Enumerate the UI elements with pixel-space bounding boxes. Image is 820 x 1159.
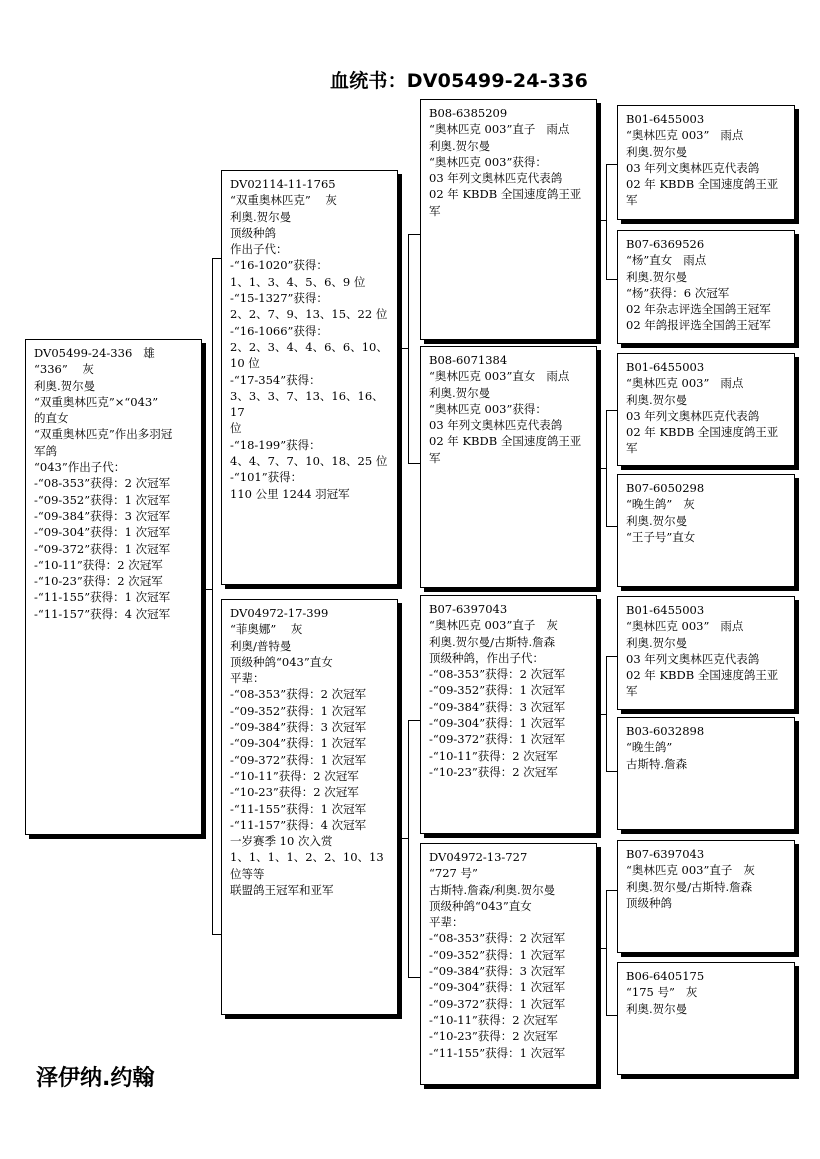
card-text-line: 03 年列文奥林匹克代表鸽 — [429, 418, 563, 433]
card-text-line: -“08-353”获得：2 次冠军 — [429, 931, 566, 946]
card-text-line: B01-6455003 — [626, 112, 705, 126]
card-text-line: DV02114-11-1765 — [230, 177, 336, 191]
card-text-line: 位等等 — [230, 866, 265, 881]
card-text-line: “奥林匹克 003”直子 灰 — [626, 863, 755, 878]
card-text-line: B08-6385209 — [429, 106, 508, 120]
card-text-line: -“10-11”获得：2 次冠军 — [429, 748, 558, 763]
card-text-line: 利奥.贺尔曼 — [429, 138, 491, 153]
connector — [597, 714, 607, 715]
card-text-line: 1、1、1、1、2、2、10、13 — [230, 850, 384, 865]
card-text-line: “杨”直女 雨点 — [626, 253, 707, 268]
card-text-line: 平辈： — [429, 915, 464, 930]
connector — [606, 656, 617, 657]
card-text-line: “727 号” — [429, 866, 478, 881]
card-text-line: “奥林匹克 003” 雨点 — [626, 619, 744, 634]
card-text-line: “175 号” 灰 — [626, 985, 698, 1000]
card-text-line: 03 年列文奥林匹克代表鸽 — [626, 408, 760, 423]
card-text-line: -“09-352”获得：1 次冠军 — [429, 947, 566, 962]
card-text-line: 作出子代： — [230, 242, 288, 257]
card-text-line: “王子号”直女 — [626, 529, 696, 544]
card-text-line: -“10-11”获得：2 次冠军 — [230, 768, 359, 783]
card-text-line: -“10-11”获得：2 次冠军 — [429, 1012, 558, 1027]
card-text-line: 利奥.贺尔曼 — [34, 378, 96, 393]
card-text-line: 03 年列文奥林匹克代表鸽 — [626, 160, 760, 175]
card-text-line: B07-6397043 — [626, 847, 705, 861]
card-text-line: -“10-23”获得：2 次冠军 — [230, 785, 359, 800]
card-text-line: 利奥.贺尔曼 — [626, 635, 688, 650]
card-text-line: 顶级种鸽“043”直女 — [429, 898, 532, 913]
connector — [597, 468, 607, 469]
connector — [606, 890, 607, 1016]
dam-sire-card — [420, 595, 597, 834]
connector — [606, 1015, 617, 1016]
card-text-line: -“09-372”获得：1 次冠军 — [429, 732, 566, 747]
dam-dam-card — [420, 843, 597, 1085]
card-text-line: B07-6050298 — [626, 481, 705, 495]
ggp-card-2 — [617, 230, 795, 344]
dam-card — [221, 599, 398, 1015]
card-text-line: 2、2、3、4、4、6、6、10、 — [230, 339, 388, 354]
card-text-line: 1、1、3、4、5、6、9 位 — [230, 274, 366, 289]
card-text-line: 利奥.贺尔曼 — [626, 1001, 688, 1016]
card-text-line: “菲奥娜” 灰 — [230, 622, 303, 637]
card-text-line: 顶级种鸽，作出子代： — [429, 650, 544, 665]
card-text-line: -“11-155”获得：1 次冠军 — [230, 801, 367, 816]
card-text-line: 02 年 KBDB 全国速度鸽王亚军 — [626, 425, 779, 456]
breeder-signature: 泽伊纳.约翰 — [36, 1066, 155, 1091]
card-text-line: -“09-372”获得：1 次冠军 — [34, 541, 171, 556]
card-text-line: -“09-304”获得：1 次冠军 — [34, 525, 171, 540]
card-text-line: “043”作出子代： — [34, 460, 126, 475]
card-text-line: 联盟鸽王冠军和亚军 — [230, 883, 334, 898]
card-text-line: “奥林匹克 003”直女 雨点 — [429, 369, 570, 384]
connector — [606, 526, 617, 527]
card-text-line: 军鸽 — [34, 443, 57, 458]
connector — [408, 234, 409, 464]
card-text-line: 10 位 — [230, 356, 260, 371]
card-text-line: “双重奥林匹克”作出多羽冠 — [34, 427, 173, 442]
card-text-line: B07-6397043 — [429, 602, 508, 616]
connector — [606, 164, 617, 165]
card-text-line: “晚生鸽” 灰 — [626, 497, 695, 512]
card-text-line: “双重奥林匹克”×“043” — [34, 394, 159, 409]
connector — [408, 234, 420, 235]
card-text-line: “杨”获得：6 次冠军 — [626, 285, 730, 300]
card-text-line: 03 年列文奥林匹克代表鸽 — [429, 171, 563, 186]
connector — [398, 838, 409, 839]
card-text-line: 利奥.贺尔曼 — [429, 385, 491, 400]
card-text-line: -“08-353”获得：2 次冠军 — [34, 476, 171, 491]
card-text-line: “奥林匹克 003”直子 雨点 — [429, 122, 570, 137]
card-text-line: -“10-23”获得：2 次冠军 — [429, 1029, 558, 1044]
connector — [606, 890, 617, 891]
card-text-line: -“15-1327”获得： — [230, 291, 328, 306]
card-text-line: “双重奥林匹克” 灰 — [230, 193, 337, 208]
card-text-line: -“101”获得： — [230, 470, 303, 485]
card-text-line: 顶级种鸽 — [230, 225, 276, 240]
card-text-line: -“10-23”获得：2 次冠军 — [429, 764, 558, 779]
page-title: 血统书：DV05499-24-336 — [330, 70, 589, 92]
card-text-line: 02 年 KBDB 全国速度鸽王亚军 — [429, 434, 582, 465]
connector — [408, 463, 420, 464]
card-text-line: -“16-1020”获得： — [230, 258, 328, 273]
card-text-line: 110 公里 1244 羽冠军 — [230, 486, 350, 501]
card-text-line: B01-6455003 — [626, 603, 705, 617]
card-text-line: -“09-352”获得：1 次冠军 — [429, 683, 566, 698]
connector — [606, 771, 617, 772]
card-text-line: “奥林匹克 003”获得： — [429, 401, 547, 416]
card-text-line: -“09-372”获得：1 次冠军 — [230, 752, 367, 767]
card-text-line: B08-6071384 — [429, 353, 508, 367]
card-text-line: -“10-23”获得：2 次冠军 — [34, 574, 163, 589]
ggp-card-8 — [617, 962, 795, 1075]
card-text-line: -“11-157”获得：4 次冠军 — [34, 606, 171, 621]
card-text-line: -“09-304”获得：1 次冠军 — [230, 736, 367, 751]
card-text-line: -“18-199”获得： — [230, 437, 321, 452]
card-text-line: “奥林匹克 003” 雨点 — [626, 376, 744, 391]
card-text-line: 利奥.贺尔曼 — [626, 392, 688, 407]
card-text-line: “奥林匹克 003”直子 灰 — [429, 618, 558, 633]
card-text-line: -“09-304”获得：1 次冠军 — [429, 716, 566, 731]
card-text-line: DV04972-13-727 — [429, 850, 528, 864]
card-text-line: 02 年 KBDB 全国速度鸽王亚军 — [429, 187, 582, 218]
card-text-line: -“11-155”获得：1 次冠军 — [34, 590, 171, 605]
card-text-line: -“09-384”获得：3 次冠军 — [230, 720, 367, 735]
ggp-card-1 — [617, 105, 795, 220]
card-text-line: 顶级种鸽 — [626, 895, 672, 910]
connector — [398, 348, 409, 349]
card-text-line: 利奥.贺尔曼/古斯特.詹森 — [429, 634, 556, 649]
card-text-line: -“17-354”获得： — [230, 372, 321, 387]
ggp-card-5 — [617, 596, 795, 710]
ggp-card-7 — [617, 840, 795, 953]
sire-card — [221, 170, 398, 585]
connector — [597, 948, 607, 949]
connector — [202, 589, 213, 590]
card-text-line: -“08-353”获得：2 次冠军 — [230, 687, 367, 702]
card-text-line: “奥林匹克 003” 雨点 — [626, 128, 744, 143]
card-text-line: -“11-155”获得：1 次冠军 — [429, 1045, 566, 1060]
card-text-line: B06-6405175 — [626, 969, 705, 983]
card-text-line: 利奥/普特曼 — [230, 638, 292, 653]
card-text-line: “336” 灰 — [34, 362, 94, 377]
connector — [606, 164, 607, 280]
sire-sire-card — [420, 99, 597, 340]
ggp-card-3 — [617, 353, 795, 466]
card-text-line: DV05499-24-336 雄 — [34, 346, 155, 360]
card-text-line: -“09-372”获得：1 次冠军 — [429, 996, 566, 1011]
card-text-line: 古斯特.詹森/利奥.贺尔曼 — [429, 882, 556, 897]
card-text-line: B07-6369526 — [626, 237, 705, 251]
connector — [212, 934, 221, 935]
card-text-line: 位 — [230, 421, 242, 436]
card-text-line: 平辈： — [230, 671, 265, 686]
card-text-line: -“09-384”获得：3 次冠军 — [429, 699, 566, 714]
card-text-line: -“09-384”获得：3 次冠军 — [429, 964, 566, 979]
card-text-line: 03 年列文奥林匹克代表鸽 — [626, 651, 760, 666]
connector — [408, 720, 409, 978]
card-text-line: -“11-157”获得：4 次冠军 — [230, 817, 367, 832]
card-text-line: -“09-304”获得：1 次冠军 — [429, 980, 566, 995]
sire-dam-card — [420, 346, 597, 588]
card-text-line: 02 年 KBDB 全国速度鸽王亚军 — [626, 668, 779, 699]
ggp-card-6 — [617, 717, 795, 830]
card-text-line: 2、2、7、9、13、15、22 位 — [230, 307, 388, 322]
connector — [212, 258, 213, 935]
connector — [606, 410, 617, 411]
card-text-line: -“09-384”获得：3 次冠军 — [34, 508, 171, 523]
card-text-line: 4、4、7、7、10、18、25 位 — [230, 454, 388, 469]
card-text-line: 的直女 — [34, 411, 69, 426]
card-text-line: 02 年鸽报评选全国鸽王冠军 — [626, 318, 771, 333]
connector — [597, 220, 607, 221]
card-text-line: B03-6032898 — [626, 724, 705, 738]
card-text-line: 古斯特.詹森 — [626, 756, 688, 771]
card-text-line: 利奥.贺尔曼 — [626, 144, 688, 159]
card-text-line: 3、3、3、7、13、16、16、17 — [230, 388, 384, 420]
connector — [408, 977, 420, 978]
card-text-line: 利奥.贺尔曼 — [626, 513, 688, 528]
card-text-line: DV04972-17-399 — [230, 606, 329, 620]
card-text-line: 02 年杂志评选全国鸽王冠军 — [626, 302, 771, 317]
card-text-line: 02 年 KBDB 全国速度鸽王亚军 — [626, 177, 779, 208]
subject-pigeon-card — [25, 339, 202, 835]
card-text-line: -“08-353”获得：2 次冠军 — [429, 667, 566, 682]
connector — [212, 258, 221, 259]
connector — [408, 720, 420, 721]
card-text-line: -“09-352”获得：1 次冠军 — [34, 492, 171, 507]
card-text-line: 顶级种鸽“043”直女 — [230, 654, 333, 669]
card-text-line: 利奥.贺尔曼 — [230, 209, 292, 224]
card-text-line: -“10-11”获得：2 次冠军 — [34, 557, 163, 572]
card-text-line: 利奥.贺尔曼/古斯特.詹森 — [626, 879, 753, 894]
connector — [606, 279, 617, 280]
card-text-line: -“16-1066”获得： — [230, 323, 328, 338]
card-text-line: 一岁赛季 10 次入赏 — [230, 834, 333, 849]
card-text-line: B01-6455003 — [626, 360, 705, 374]
card-text-line: “奥林匹克 003”获得： — [429, 154, 547, 169]
card-text-line: -“09-352”获得：1 次冠军 — [230, 703, 367, 718]
card-text-line: 利奥.贺尔曼 — [626, 269, 688, 284]
ggp-card-4 — [617, 474, 795, 587]
card-text-line: “晚生鸽” — [626, 740, 673, 755]
